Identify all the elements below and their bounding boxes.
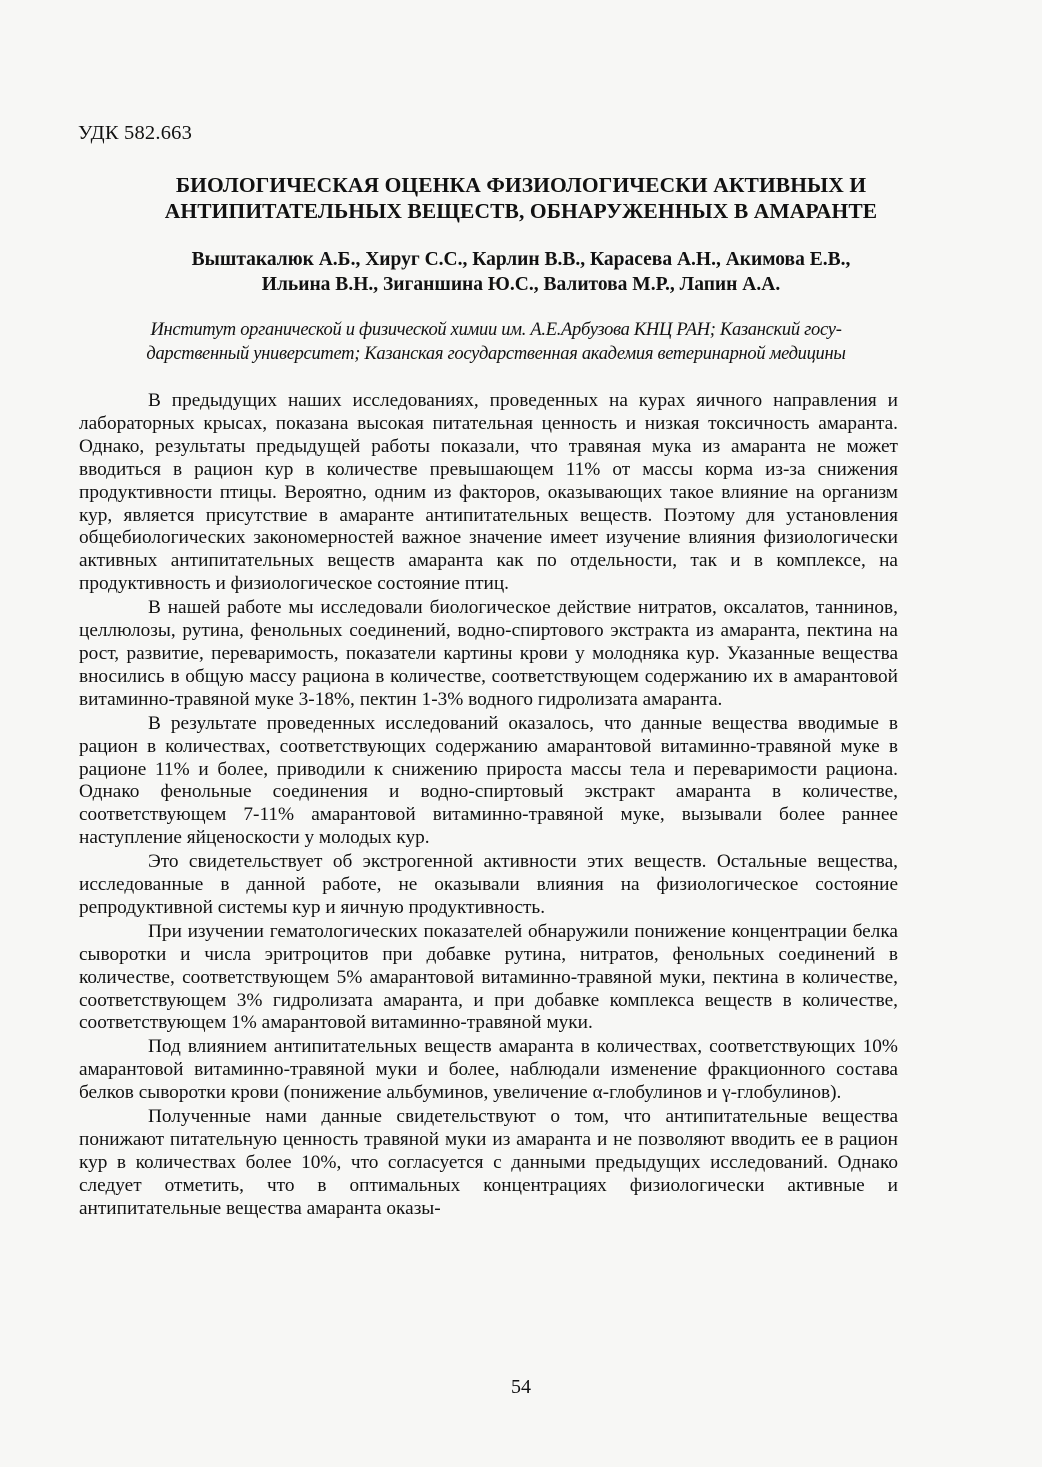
affiliation	[82, 318, 910, 366]
title-line-2: АНТИПИТАТЕЛЬНЫХ ВЕЩЕСТВ, ОБНАРУЖЕННЫХ В АМАРАНТЕ	[164, 199, 878, 223]
paragraph-7: Полученные нами данные свидетельствуют о том, что антипитательные вещества понижают питательную ценность травяной муки из амаранта и не позволяют вводить ее в рацион кур в количествах более 10%, что согласуется с данными предыдущих исследований. Однако следует отметить, что в оптимальных концентрациях физиологически активные и антипитательные вещества амаранта оказы-	[79, 1106, 898, 1219]
paragraph-5: При изучении гематологических показателей обнаружили понижение концентрации белка сыворотки и числа эритроцитов при добавке рутина, нитратов, фенольных соединений в количестве, соответствующем 5% амарантовой витаминно-травяной муки, пектина в количестве, соответствующем 3% гидролизата амаранта, и при добавке комплекса веществ в количестве, соответствующем 1% амарантовой витаминно-травяной муки.	[79, 920, 898, 1034]
affiliation-line-1: Институт органической и физической химии им. А.Е.Арбузова КНЦ РАН; Казанский госу-	[150, 320, 842, 340]
authors-line-1: Выштакалюк А.Б., Хируг С.С., Карлин В.В., Карасева А.Н., Акимова Е.В.,	[191, 249, 851, 270]
paragraph-2: В нашей работе мы исследовали биологическое действие нитратов, оксалатов, таннинов, целлюлозы, рутина, фенольных соединений, водно-спиртового экстракта из амаранта, пектина на рост, развитие, переваримость, показатели картины крови у молодняка кур. Указанные вещества вносились в общую массу рациона в количестве, соответствующем содержанию их в амарантовой витаминно-травяной муке 3-18%, пектин 1-3% водного гидролизата амаранта.	[79, 597, 898, 710]
paragraph-1: В предыдущих наших исследованиях, проведенных на курах яичного направления и лабораторных крысах, показана высокая питательная ценность и низкая токсичность амаранта. Однако, результаты предыдущей работы показали, что травяная мука из амаранта не может вводиться в рацион кур в количестве превышающем 11% от массы корма из-за снижения продуктивности птицы. Вероятно, одним из факторов, оказывающих такое влияние на организм кур, является присутствие в амаранте антипитательных веществ. Поэтому для установления общебиологических закономерностей важное значение имеет изучение влияния физиологически активных антипитательных веществ амаранта как по отдельности, так и в комплексе, на продуктивность и физиологическое состояние птиц.	[79, 390, 898, 595]
page-number: 54	[511, 1376, 531, 1398]
authors-line-2: Ильина В.Н., Зиганшина Ю.С., Валитова М.Р., Лапин А.А.	[261, 274, 781, 295]
title-line-1: БИОЛОГИЧЕСКАЯ ОЦЕНКА ФИЗИОЛОГИЧЕСКИ АКТИВНЫХ И	[175, 173, 867, 197]
author-list	[70, 247, 972, 297]
paragraph-3: В результате проведенных исследований оказалось, что данные вещества вводимые в рацион в количествах, соответствующих содержанию амарантовой витаминно-травяной муке в рационе 11% и более, приводили к снижению прироста массы тела и переваримости рациона. Однако фенольные соединения и водно-спиртовый экстракт амаранта в количестве, соответствующем 7-11% амарантовой витаминно-травяной муке, вызывали более раннее наступление яйценоскости у молодых кур.	[79, 712, 898, 849]
article-body	[79, 390, 898, 1221]
udk-code: УДК 582.663	[78, 122, 193, 144]
article-title	[70, 172, 972, 224]
affiliation-line-2: дарственный университет; Казанская государственная академия ветеринарной медицины	[146, 344, 846, 364]
paragraph-4: Это свидетельствует об экстрогенной активности этих веществ. Остальные вещества, исследованные в данной работе, не оказывали влияния на физиологическое состояние репродуктивной системы кур и яичную продуктивность.	[79, 851, 898, 918]
paragraph-6: Под влиянием антипитательных веществ амаранта в количествах, соответствующих 10% амарантовой витаминно-травяной муки и более, наблюдали изменение фракционного состава белков сыворотки крови (понижение альбуминов, увеличение α-глобулинов и γ-глобулинов).	[79, 1036, 898, 1104]
